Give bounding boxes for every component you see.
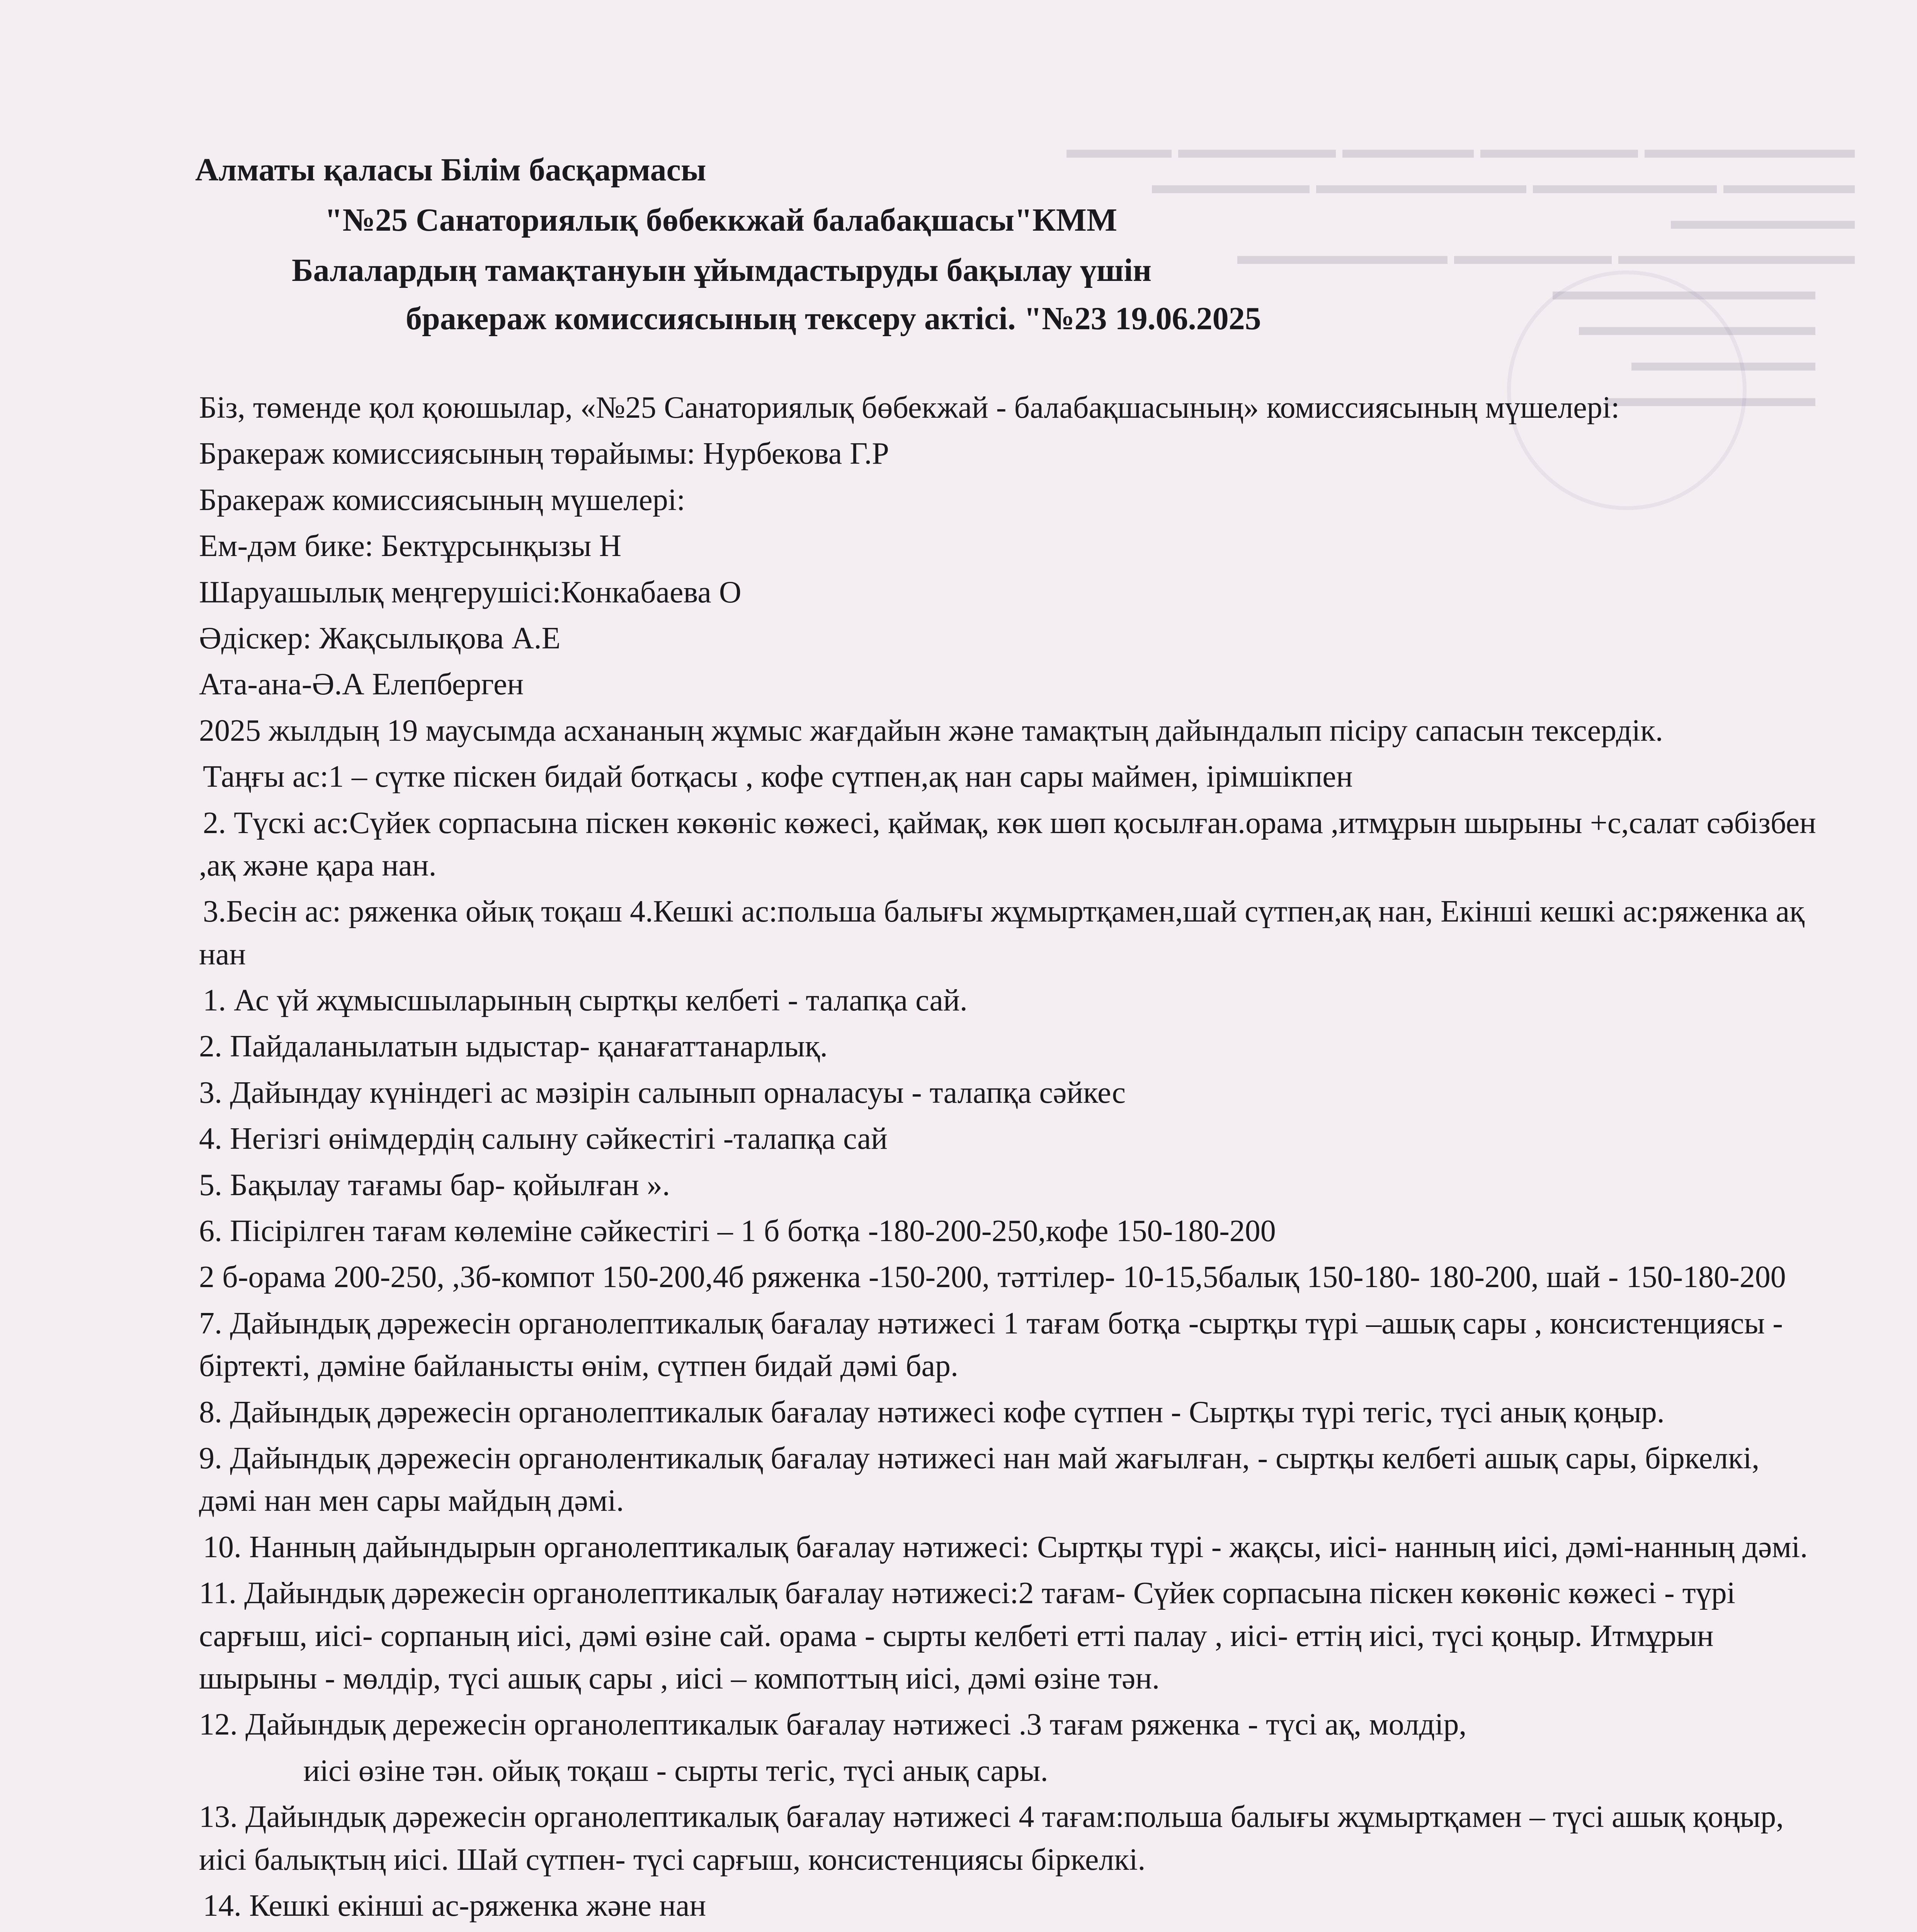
paragraph: 8. Дайындық дәрежесін органолептикалык бағалау нәтижесі кофе сүтпен - Сыртқы түрі тегіс, түсі анық қоңыр. — [199, 1395, 1665, 1429]
paragraph: Таңғы ас:1 – сүтке піскен бидай ботқасы , кофе сүтпен,ақ нан сары маймен, ірімшікпен — [203, 760, 1353, 794]
header-line-1: Алматы қаласы Білім басқармасы — [195, 152, 706, 188]
header-line-4: бракераж комиссиясының тексеру актісі. "№23 19.06.2025 — [406, 301, 1261, 337]
paragraph: Бракераж комиссиясының төрайымы: Нурбекова Г.Р — [199, 437, 889, 471]
paragraph: 5. Бақылау тағамы бар- қойылған ». — [199, 1168, 670, 1202]
paragraph: 3. Дайындау күніндегі ас мәзірін салынып орналасуы - талапқа сәйкес — [199, 1075, 1126, 1110]
paragraph: 2. Түскі ас:Сүйек сорпасына піскен көкөніс көжесі, қаймақ, көк шөп қосылған.орама ,итмұрын шырыны +с,салат сәбізбен ,ақ және қара нан. — [199, 806, 1816, 883]
paragraph: Біз, төменде қол қоюшылар, «№25 Санаториялық бөбекжай - балабақшасының» комиссиясының мүшелері: — [199, 391, 1620, 425]
paragraph: 2 б-орама 200-250, ,3б-компот 150-200,4б ряженка -150-200, тәттілер- 10-15,5балық 150-180- 180-200, шай - 150-180-200 — [199, 1260, 1786, 1294]
paragraph: 12. Дайындық дережесін органолептикалык бағалау нәтижесі .3 тағам ряженка - түсі ақ, молдір, — [199, 1708, 1467, 1742]
paragraph: 2. Пайдаланылатын ыдыстар- қанағаттанарлық. — [199, 1029, 828, 1064]
paragraph: Шаруашылық меңгерушісі:Конкабаева О — [199, 575, 742, 609]
paragraph: Ата-ана-Ә.А Елепберген — [199, 667, 524, 702]
paragraph: 4. Негізгі өнімдердің салыну сәйкестігі -талапқа сай — [199, 1122, 888, 1156]
paragraph: 7. Дайындық дәрежесін органолептикалық бағалау нәтижесі 1 тағам ботқа -сыртқы түрі –ашық сары , консистенциясы - біртекті, дәміне байланысты өнім, сүтпен бидай дәмі бар. — [199, 1306, 1783, 1383]
paragraph: Ем-дәм бике: Бектұрсынқызы Н — [199, 529, 622, 563]
paragraph: 3.Бесін ас: ряженка ойық тоқаш 4.Кешкі ас:польша балығы жұмыртқамен,шай сүтпен,ақ нан, Екінші кешкі ас:ряженка ақ нан — [199, 895, 1805, 971]
paragraph: 2025 жылдың 19 маусымда асхананың жұмыс жағдайын және тамақтың дайындалып пісіру сапасын тексердік. — [199, 713, 1663, 748]
paragraph: 6. Пісірілген тағам көлеміне сәйкестігі – 1 б ботқа -180-200-250,кофе 150-180-200 — [199, 1214, 1276, 1248]
paragraph: 9. Дайындық дәрежесін органолентикалық бағалау нәтижесі нан май жағылған, - сыртқы келбеті ашық сары, біркелкі, дәмі нан мен сары майдың дәмі. — [199, 1441, 1760, 1518]
paragraph: иісі өзіне тән. ойық тоқаш - сырты тегіс, түсі анық сары. — [303, 1753, 1048, 1788]
paragraph: Бракераж комиссиясының мүшелері: — [199, 483, 685, 517]
paragraph: 13. Дайындық дәрежесін органолептикалық бағалау нәтижесі 4 тағам:польша балығы жұмыртқамен – түсі ашық қоңыр, иісі балықтың иісі. Шай сүтпен- түсі сарғыш, консистенциясы біркелкі. — [199, 1800, 1784, 1877]
paragraph: Әдіскер: Жақсылықова А.Е — [199, 621, 561, 655]
paragraph: 14. Кешкі екінші ас-ряженка және нан — [203, 1888, 706, 1923]
paragraph: 1. Ас үй жұмысшыларының сыртқы келбеті - талапқа сай. — [203, 983, 968, 1018]
bleed-through-text: ▬▬▬▬▬▬▬▬ ▬▬▬▬▬▬ ▬▬▬▬▬ ▬▬▬▬▬▬ ▬▬▬▬ ▬▬▬▬▬ ▬▬▬▬▬▬▬ ▬▬▬▬▬▬▬▬ ▬▬▬▬▬▬ ▬▬▬▬▬▬▬ ▬▬▬▬▬▬▬▬▬ ▬▬▬▬▬▬ ▬▬▬▬▬▬▬▬ ▬▬▬▬▬▬▬▬▬▬ ▬▬▬▬▬▬▬▬▬ ▬▬▬▬▬▬▬ ▬▬▬▬▬▬▬▬ — [1067, 134, 1855, 412]
document-body — [199, 386, 1822, 1930]
header-line-2: "№25 Санаториялық бөбеккжай балабақшасы"КММ — [325, 202, 1118, 238]
paragraph: 10. Нанның дайындырын органолептикалық бағалау нәтижесі: Сыртқы түрі - жақсы, иісі- нанның иісі, дәмі-нанның дәмі. — [203, 1530, 1808, 1564]
paragraph: 11. Дайындық дәрежесін органолептикалық бағалау нәтижесі:2 тағам- Сүйек сорпасына піскен көкөніс көжесі - түрі сарғыш, иісі- сорпаның иісі, дәмі өзіне сай. орама - сырты келбеті етті палау , иісі- еттің иісі, түсі қоңыр. Итмұрын шырыны - мөлдір, түсі ашық сары , иісі – компоттың иісі, дәмі өзіне тән. — [199, 1576, 1735, 1696]
header-line-3: Балалардың тамақтануын ұйымдастыруды бақылау үшін — [292, 252, 1152, 288]
